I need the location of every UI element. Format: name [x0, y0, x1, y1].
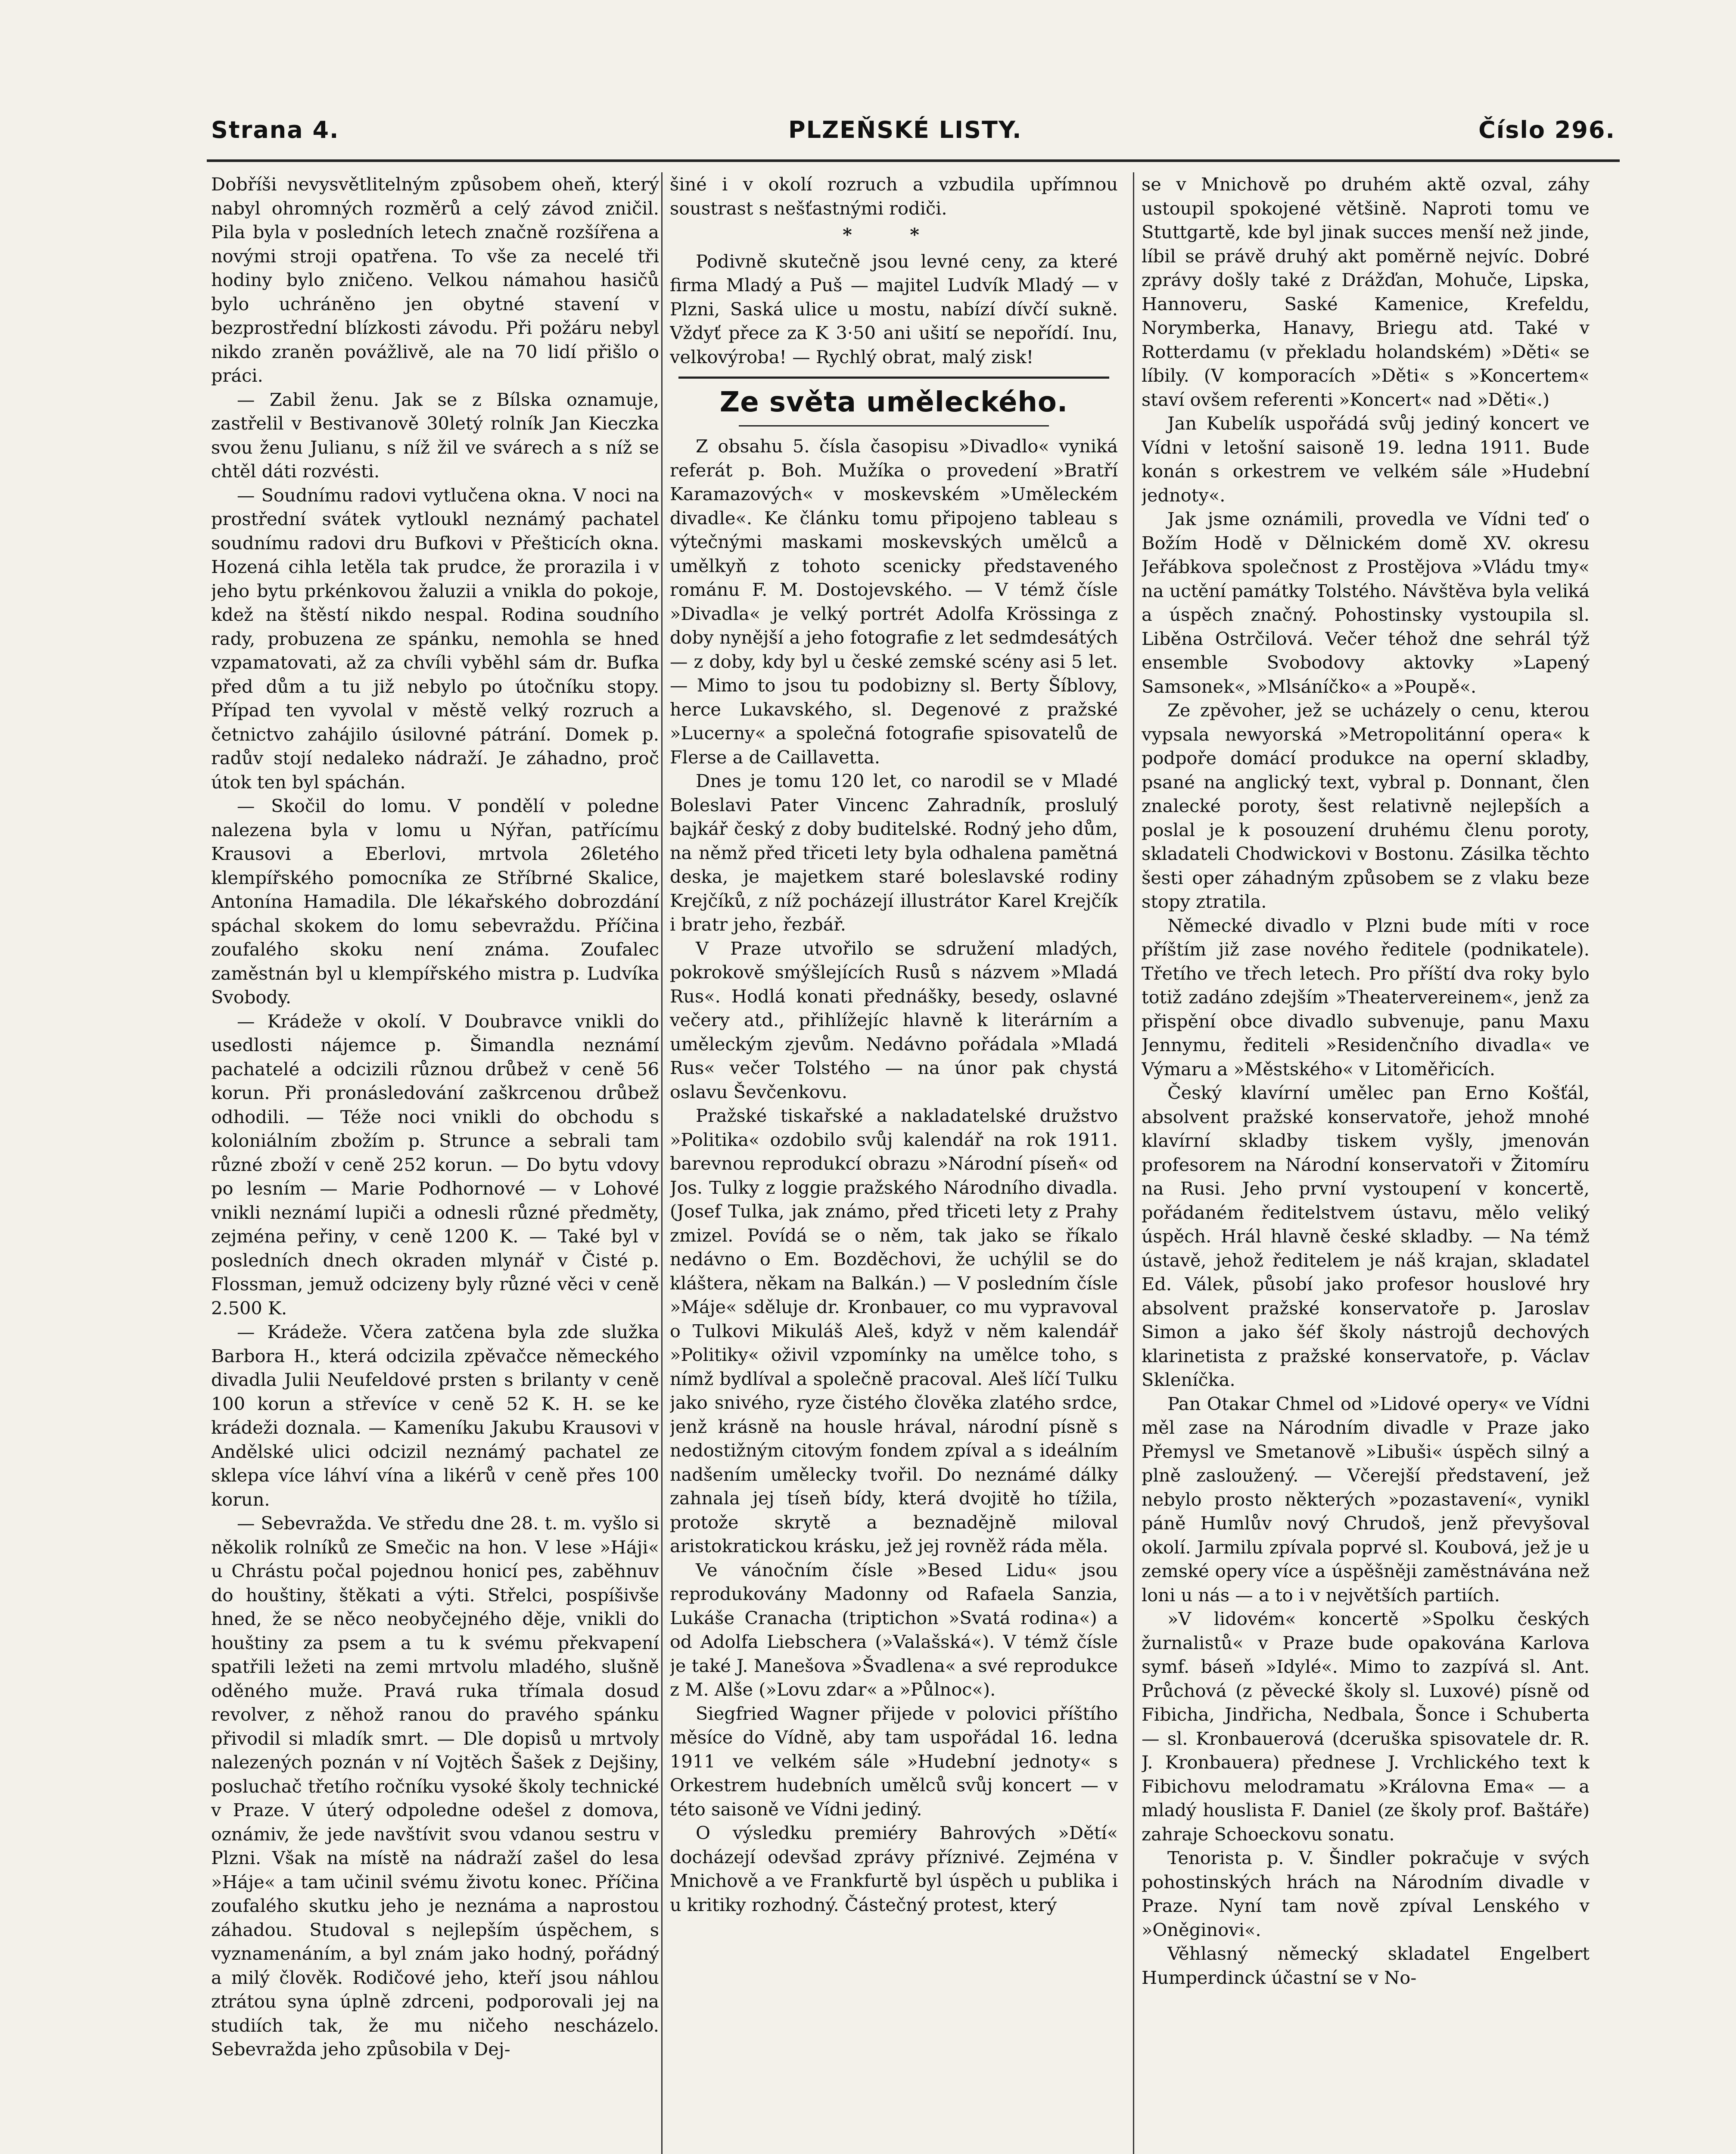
article-paragraph: — Krádeže v okolí. V Doubravce vnikli do usedlosti nájemce p. Šimandla neznámí pachatelé a odcizili různou drůbež v ceně 56 korun. Při pronásledování zaškrcenou drůbež odhodili. — Téže noci vnikli do obchodu s koloniálním zbožím p. Struncе a sebrali tam různé zboží v ceně 252 korun. — Do bytu vdovy po lesním — Marie Podhornové — v Lohové vnikli neznámí lupiči a odnesli různé předměty, zejména peřiny, v ceně 1200 K. — Také byl v posledních dnech okraden mlynář v Čisté p. Flossman, jemuž odcizeny byly různé věci v ceně 2.500 K. [211, 1010, 659, 1319]
article-paragraph: Podivně skutečně jsou levné ceny, za které firma Mladý a Puš — majitel Ludvík Mladý — v Plzni, Saská ulice u mostu, nabízí dívčí sukně. Vždyť přece za K 3·50 ani ušití se nepořídí. Inu, velkovýroba! — Rychlý obrat, malý zisk! [670, 250, 1118, 367]
article-paragraph: se v Mnichově po druhém aktě ozval, záhy ustoupil spokojené většině. Naproti tomu ve Stuttgartě, kde byl jinak succes menší než jinde, líbil se právě druhý akt poměrně nejvíc. Dobré zprávy došly také z Drážďan, Mohuče, Lipska, Hannoveru, Saské Kamenice, Krefeldu, Norymberka, Hanavy, Briegu atd. Také v Rotterdamu (v překladu holandském) »Děti« se líbily. (V komporacích »Děti« s »Koncertem« staví ovšem referenti »Koncert« nad »Děti«.) [1142, 174, 1590, 410]
column-divider [1133, 172, 1134, 2154]
article-paragraph: Ve vánočním čísle »Besed Lidu« jsou reprodukovány Madonny od Rafaela Sanzia, Lukáše Cranacha (triptichon »Svatá rodina«) a od Adolfa Liebschera (»Valašská«). V témž čísle je také J. Manešova »Švadlena« a své reprodukce z M. Alše (»Lovu zdar« a »Půlnoc«). [670, 1559, 1118, 1700]
article-paragraph: Dnes je tomu 120 let, co narodil se v Mladé Boleslavi Pater Vincenc Zahradník, proslulý bajkář český z doby buditelské. Rodný jeho dům, na němž před třiceti lety byla odhalena pamětná deska, je majetkem staré boleslavské rodiny Krejčíků, z níž pocházejí illustrátor Karel Krejčík i bratr jeho, řezbář. [670, 770, 1118, 935]
article-paragraph: V Praze utvořilo se sdružení mladých, pokrokově smýšlejících Rusů s názvem »Mladá Rus«. Hodlá konati přednášky, besedy, oslavné večery atd., přihlížejíc hlavně k literárním a uměleckým zjevům. Nedávno pořádala »Mladá Rus« večer Tolstého — na únor pak chystá oslavu Ševčenkovu. [670, 937, 1118, 1102]
separator-stars: * * [843, 224, 945, 245]
page-header [211, 116, 1615, 155]
article-paragraph: — Skočil do lomu. V pondělí v poledne nalezena byla v lomu u Nýřan, patřícímu Krausovi a Eberlovi, mrtvola 26letého klempířského pomocníka ze Stříbrné Skalice, Antonína Hamadila. Dle lékařského dobrozdání spáchal skokem do lomu sebevraždu. Příčina zoufalého skoku není známa. Zoufalec zaměstnán byl u klempířského mistra p. Ludvíka Svobody. [211, 795, 659, 1008]
article-paragraph: — Krádeže. Včera zatčena byla zde služka Barbora H., která odcizila zpěvačce německého divadla Julii Neufeldové prsten s brilanty v ceně 100 korun a střevíce v ceně 52 K. H. se ke krádeži doznala. — Kameníku Jakubu Krausovi v Andělské ulici odcizil neznámý pachatel ze sklepa více láhví vína a likérů v ceně přes 100 korun. [211, 1321, 659, 1510]
article-paragraph: Ze zpěvoher, jež se ucházely o cenu, kterou vypsala newyorská »Metropolitánní opera« k podpoře domácí produkce na operní skladby, psané na anglický text, vybral p. Donnant, člen znalecké poroty, šest relativně nejlepších a poslal je k posouzení druhému členu poroty, skladateli Chodwickovi v Bostonu. Zásilka těchto šesti oper záhadným způsobem se z vlaku beze stopy ztratila. [1142, 700, 1590, 912]
article-paragraph: šiné i v okolí rozruch a vzbudila upřímnou soustrast s nešťastnými rodiči. [670, 174, 1118, 219]
column-2 [670, 172, 1118, 2154]
article-paragraph: Věhlasný německý skladatel Engelbert Humperdinck účastní se v No- [1142, 1943, 1590, 1988]
column-divider [661, 172, 663, 2154]
issue-number: Číslo 296. [1478, 116, 1615, 143]
article-paragraph: — Zabil ženu. Jak se z Bílska oznamuje, zastřelil v Bestivanově 30letý rolník Jan Kieczka svou ženu Julianu, s níž žil ve svárech a s níž se chtěl dáti rozvésti. [211, 389, 659, 482]
page-number: Strana 4. [211, 116, 339, 143]
section-underline [739, 425, 1049, 426]
article-paragraph: Český klavírní umělec pan Erno Košťál, absolvent pražské konservatoře, jehož mnohé klavírní skladby tiskem vyšly, jmenován profesorem na Národní konservatoři v Žitomíru na Rusi. Jeho první vystoupení v koncertě, pořádaném ředitelstvem ústavu, mělo veliký úspěch. Hrál hlavně české skladby. — Na témž ústavě, jehož ředitelem je náš krajan, skladatel Ed. Válek, působí jako profesor houslové hry absolvent pražské konservatoře p. Jaroslav Simon a jako šéf školy nástrojů dechových klarinetista z pražské konservatoře, p. Václav Skleníčka. [1142, 1082, 1590, 1390]
article-paragraph: Dobříši nevysvětlitelným způsobem oheň, který nabyl ohromných rozměrů a celý závod zničil. Pila byla v posledních letech značně rozšířena a novými stroji opatřena. To vše za necelé tři hodiny bylo zničeno. Velkou námahou hasičů bylo uchráněno jen obytné stavení v bezprostřední blízkosti závodu. Při požáru nebyl nikdo zraněn povážlivě, ale na 70 lidí přišlo o práci. [211, 174, 659, 386]
section-title: Ze světa uměleckého. [719, 386, 1068, 418]
column-3 [1142, 172, 1590, 2154]
article-paragraph: Jak jsme oznámili, provedla ve Vídni teď o Božím Hodě v Dělnickém domě XV. okresu Jeřábkova společnost z Prostějova »Vládu tmy« na uctění památky Tolstého. Návštěva byla veliká a úspěch značný. Pohostinsky vystoupila sl. Liběna Ostrčilová. Večer téhož dne sehrál týž ensemble Svobodovy aktovky »Lapený Samsonek«, »Mlsáníčko« a »Poupě«. [1142, 508, 1590, 697]
article-paragraph: Z obsahu 5. čísla časopisu »Divadlo« vyniká referát p. Boh. Mužíka o provedení »Bratří Karamazových« v moskevském »Uměleckém divadle«. Ke článku tomu připojeno tableau s výtečnými maskami moskevských umělců a umělkyň z tohoto scenicky představeného románu F. M. Dostojevského. — V témž čísle »Divadla« je velký portrét Adolfa Krössinga z doby nynější a jeho fotografie z let sedmdesátých — z doby, kdy byl u české zemské scény asi 5 let. — Mimo to jsou tu podobizny sl. Berty Šíblovy, herce Lukavského, sl. Degenové z pražské »Lucerny« a společná fotografie spisovatelů de Flerse a de Caillavetta. [670, 436, 1118, 768]
article-paragraph: Tenorista p. V. Šindler pokračuje v svých pohostinských hrách na Národním divadle v Praze. Nyní tam nově zpíval Lenského v »Oněginovi«. [1142, 1847, 1590, 1940]
article-paragraph: Pan Otakar Chmel od »Lidové opery« ve Vídni měl zase na Národním divadle v Praze jako Přemysl ve Smetanově »Libuši« úspěch silný a plně zasloužený. — Včerejší představení, jež nebylo prosto některých »pozastavení«, vynikl páně Humlův nový Chrudoš, jenž převyšoval okolí. Jarmilu zpívala poprvé sl. Koubová, jež je u zemské opery více a úspěšněji zaměstnávána než loni u nás — a to i v největších partiích. [1142, 1393, 1590, 1606]
section-rule [678, 377, 1109, 379]
masthead-title: PLZEŇSKÉ LISTY. [788, 116, 1022, 143]
article-paragraph: Siegfried Wagner přijede v polovici příštího měsíce do Vídně, aby tam uspořádal 16. ledna 1911 ve velkém sále »Hudební jednoty« s Orkestrem hudebních umělců svůj koncert — v této saisoně ve Vídni jediný. [670, 1703, 1118, 1820]
article-paragraph: — Soudnímu radovi vytlučena okna. V noci na prostřední svátek vytloukl neznámý pachatel soudnímu radovi dru Bufkovi v Přešticích okna. Hozená cihla letěla tak prudce, že prorazila i v jeho bytu prkénkovou žaluzii a vnikla do pokoje, kdež na štěstí nikdo nespal. Rodina soudního rady, probuzena ze spánku, nemohla se hned vzpamatovati, až za chvíli vyběhl sám dr. Bufka před dům a tu již nebylo po útočníku stopy. Případ ten vyvolal v městě velký rozruch a četnictvo zahájilo úsilovné pátrání. Domek p. radův stojí nedaleko nádraží. Je záhadno, proč útok ten byl spáchán. [211, 484, 659, 793]
article-paragraph: »V lidovém« koncertě »Spolku českých žurnalistů« v Praze bude opakována Karlova symf. báseň »Idylé«. Mimo to zazpívá sl. Ant. Průchová (z pěvecké školy sl. Luxové) písně od Fibicha, Jindřicha, Nedbala, Šonce i Schuberta — sl. Kronbauerová (dceruška spisovatele dr. R. J. Kronbauera) přednese J. Vrchlického text k Fibichovu melodramatu »Královna Ema« — a mladý houslista F. Daniel (ze školy prof. Baštáře) zahraje Schoeckovu sonatu. [1142, 1608, 1590, 1845]
article-paragraph: O výsledku premiéry Bahrových »Dětí« docházejí odevšad zprávy příznivé. Zejména v Mnichově a ve Frankfurtě byl úspěch u publika i u kritiky rozhodný. Částečný protest, který [670, 1822, 1118, 1915]
header-rule [207, 159, 1620, 162]
column-1 [211, 172, 659, 2154]
article-paragraph: Německé divadlo v Plzni bude míti v roce příštím již zase nového ředitele (podnikatele). Třetího ve třech letech. Pro příští dva roky bylo totiž zadáno zdejším »Theatervereinem«, jenž za přispění obce divadlo subvenuje, panu Maxu Jennymu, řediteli »Residenčního divadla« ve Výmaru a »Městského« v Litoměřicích. [1142, 915, 1590, 1080]
article-paragraph: Pražské tiskařské a nakladatelské družstvo »Politika« ozdobilo svůj kalendář na rok 1911. barevnou reprodukcí obrazu »Národní píseň« od Jos. Tulky z loggie pražského Národního divadla. (Josef Tulka, jak známo, před třiceti lety z Prahy zmizel. Povídá se o něm, tak jako se říkalo nedávno o Em. Bozděchovi, že uchýlil se do kláštera, někam na Balkán.) — V posledním čísle »Máje« sděluje dr. Kronbauer, co mu vypravoval o Tulkovi Mikuláš Aleš, když v něm kalendář »Politiky« oživil vzpomínky na umělce toho, s nímž bydlíval a společně pracoval. Aleš líčí Tulku jako snivého, ryze čistého člověka zlatého srdce, jenž krásně na housle hrával, národní písně s nedostižným citovým fondem zpíval a s ideálním nadšením umělecky tvořil. Do neznámé dálky zahnala jej tíseň bídy, která dvojitě ho tížila, protože skrytě a beznadějně miloval aristokratickou krásku, jež jej rovněž ráda měla. [670, 1105, 1118, 1556]
article-paragraph: — Sebevražda. Ve středu dne 28. t. m. vyšlo si několik rolníků ze Smečic na hon. V lese »Háji« u Chrástu počal pojednou honicí pes, zaběhnuv do houštiny, štěkati a výti. Střelci, pospíšivše hned, že se něco neobyčejného děje, vnikli do houštiny za psem a tu k svému překvapení spatřili ležeti na zemi mrtvolu mladého, slušně oděného muže. Pravá ruka třímala dosud revolver, z něhož ranou do pravého spánku přivodil si mladík smrt. — Dle dopisů u mrtvoly nalezených poznán v ní Vojtěch Šašek z Dejšiny, posluchač třetího ročníku vysoké školy technické v Praze. V úterý odpoledne odešel z domova, oznámiv, že jede navštívit svou vdanou sestru v Plzni. Však na místě na nádraží zašel do lesa »Háje« a tam učinil svému životu konec. Příčina zoufalého skutku jeho je neznáma a naprostou záhadou. Studoval s nejlepším úspěchem, s vyznamenáním, a byl znám jako hodný, pořádný a milý člověk. Rodičové jeho, kteří jsou náhlou ztrátou syna úplně zdrceni, podporovali jej na studiích tak, že mu ničeho nescházelo. Sebevražda jeho způsobila v Dej- [211, 1513, 659, 2060]
article-paragraph: Jan Kubelík uspořádá svůj jediný koncert ve Vídni v letošní saisoně 19. ledna 1911. Bude konán s orkestrem ve velkém sále »Hudební jednoty«. [1142, 413, 1590, 506]
